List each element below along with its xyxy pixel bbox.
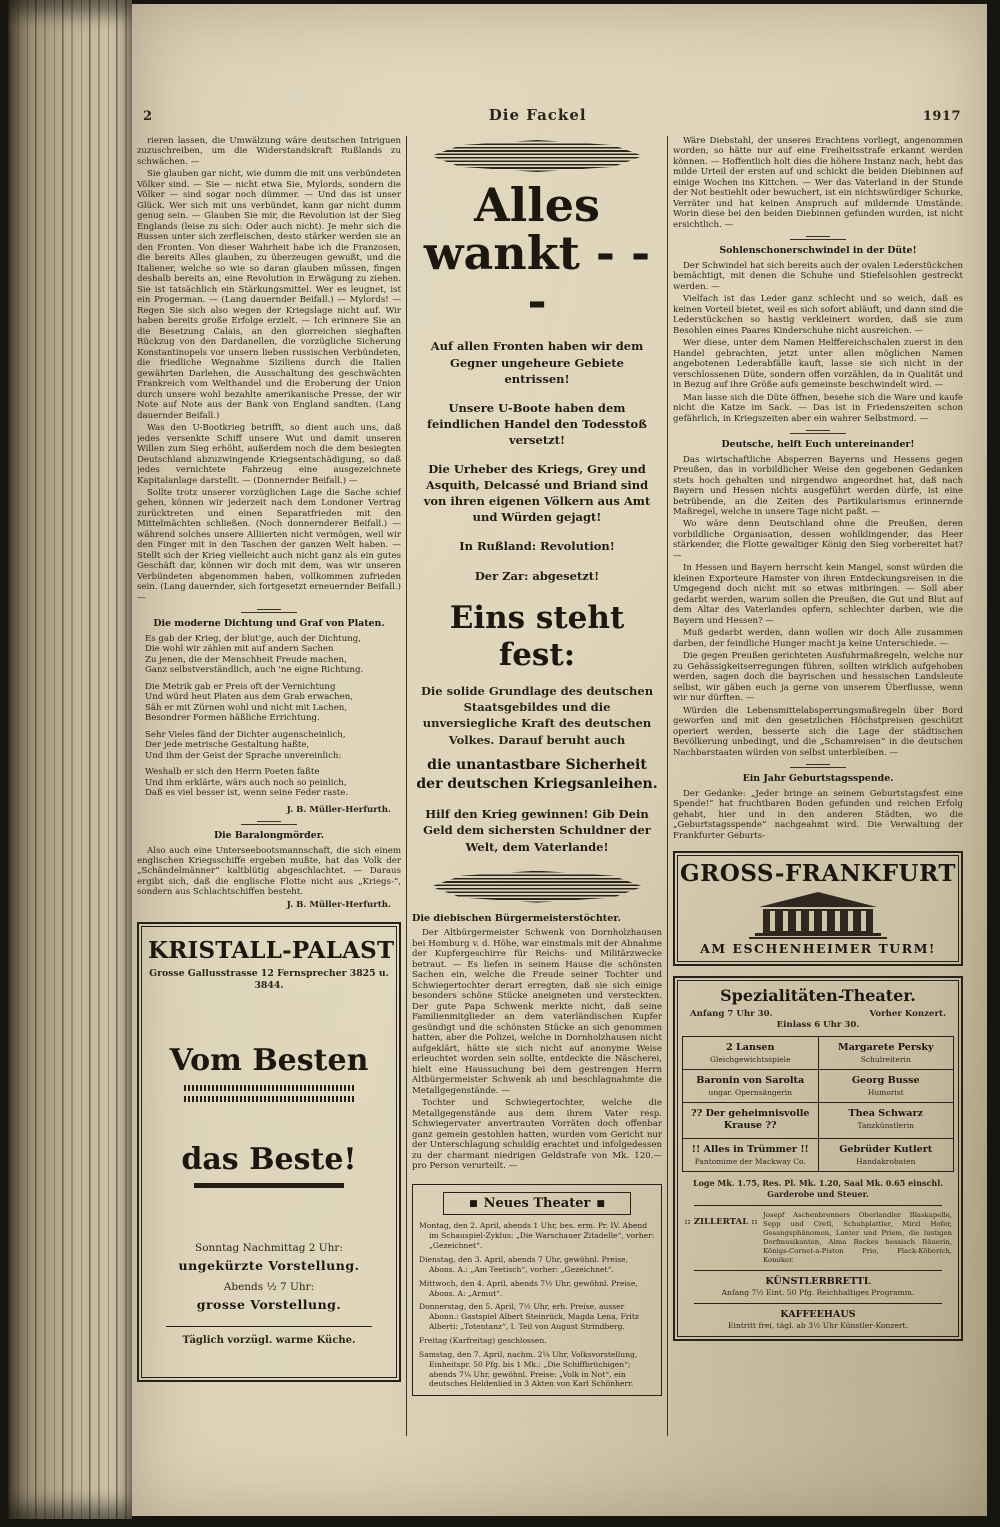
poem-line: Daß es viel besser ist, wenn seine Feder raste. xyxy=(145,788,349,799)
year-label: 1917 xyxy=(922,109,961,124)
schedule-entry: Donnerstag, den 5. April, 7½ Uhr, erh. Preise, ausser Abonn.: Gastspiel Albert Steinrück, Magda Lena, Fritz Alberti: „Totentanz“, I. Teil von August Strindberg. xyxy=(419,1302,639,1332)
rule-divider xyxy=(166,1326,372,1327)
performer-name: Baronin von Sarolta xyxy=(696,1074,805,1086)
poem-line: Der jede metrische Gestaltung haßte, xyxy=(145,740,310,751)
performer-role: Tanzkünstlerin xyxy=(857,1121,914,1131)
poem-stanza xyxy=(145,767,401,798)
showtime-row xyxy=(682,1006,954,1019)
venue-name: KRISTALL-PALAST xyxy=(148,937,395,965)
zillertal-block xyxy=(682,1211,954,1265)
performer-cell xyxy=(683,1070,819,1103)
article-title: Die diebischen Bürgermeisterstöchter. xyxy=(412,912,621,924)
schedule-entry: Samstag, den 7. April, nachm. 2¼ Uhr, Volksvorstellung, Einheitspr. 50 Pfg. bis 1 Mk.: „Die Schiffbrüchigen“; abends 7¼ Uhr, gewöhnl. Preise: „Volk in Not“, ein deutsches Heldenlied in 3 Akten von Karl Schönherr. xyxy=(419,1349,638,1389)
paragraph: Vielfach ist das Leder ganz schlecht und so weich, daß es keinen Vorteil bietet, weil es sich sofort abläuft, und dann sind die Lederstückchen so hastig verkleinert worden, daß sie zum Besohlen eines Paares Kinderschuhe nicht ausreichen. — xyxy=(673,294,963,336)
zillertal-title: :: ZILLERTAL :: xyxy=(684,1216,758,1227)
ad-body-text-emphasis: die unantastbare Sicherheit der deutschen Kriegsanleihen. xyxy=(416,756,658,792)
performer-role: ungar. Opernsängerin xyxy=(708,1087,792,1097)
venue-name: GROSS-FRANKFURT xyxy=(680,860,956,888)
ad-slogan-block xyxy=(148,1043,390,1188)
showtime-label: Sonntag Nachmittag 2 Uhr: xyxy=(195,1242,343,1255)
concert-note: Vorher Konzert. xyxy=(869,1008,946,1019)
section-divider xyxy=(788,430,848,434)
journal-title: Die Fackel xyxy=(488,106,587,124)
poem-line: Es gab der Krieg, der blut'ge, auch der Dichtung, xyxy=(145,633,362,644)
ad-headline-line2: wankt - - - xyxy=(423,225,651,328)
ad-slogan: In Rußland: Revolution! xyxy=(459,539,615,554)
kristall-palast-ad-inner xyxy=(141,926,397,1378)
kuenstlerbrettl-title: KÜNSTLERBRETTL xyxy=(765,1275,871,1287)
performer-role: Pantomime der Mackway Co. xyxy=(694,1157,806,1166)
kristall-palast-ad xyxy=(137,922,401,1382)
performer-name: Thea Schwarz xyxy=(848,1108,923,1120)
paragraph: Sie glauben gar nicht, wie dumm die mit uns verbündeten Völker sind. — Sie — nicht etwa Sie, Mylords, sondern die Völker — sind sogar noch dümmer. — Und das ist unser Glück. Wer sich mit uns verbündet, kann gar nicht dumm genug sein. — Glauben Sie mir, die Revolution ist der Sieg Englands (leise zu sich: Oder auch nicht). Je mehr sich die Russen unter sich zerfleischen, desto stärker werden sie an den Fronten. Von dieser Wahrheit habe ich die Franzosen, die bereits Alles glauben, zu überzeugen gewußt, und die Italiener, welche so wie so daran glauben müssen, fingen deshalb bereits an, eine Revolution in Erwägung zu ziehen. Sie ist tatsächlich ein Stärkungsmittel. Wer es leugnet, ist ein Progerman. — (Lang dauernder Beifall.) — Mylords! — Regen Sie sich also wegen der Kriegslage nicht auf. Wir haben bereits große Erfolge erzielt. — Ich erinnere Sie an die Besetzung Calais, an den glorreichen sieghaften Rückzug von den Dardanellen, die vorzügliche Sicherung Konstantinopels vor unsern lieben russischen Verbündeten, die friedliche Wegnahme Siziliens durch die Italien gewährten Darlehen, die Ausschaltung des geschwächten Frankreich vom Welthandel und die Eroberung der Union durch unsere wohl bezahlte amerikanische Presse, der wir Note auf Note aus der Bank von England sandten. (Lang dauernder Beifall.) xyxy=(137,169,401,421)
book-page-edges xyxy=(8,0,132,1519)
paragraph: rieren lassen, die Umwälzung wäre deutschen Intriguen zuzuschreiben, um die Widerstandskraft Rußlands zu schwächen. — xyxy=(137,136,401,167)
ad-slogan: Der Zar: abgesetzt! xyxy=(474,568,600,583)
section-divider xyxy=(239,821,299,825)
ad-slogan: Unsere U-Boote haben dem feindlichen Handel den Todesstoß versetzt! xyxy=(427,400,647,447)
theater-name: Spezialitäten-Theater. xyxy=(720,986,916,1006)
showtime-name: grosse Vorstellung. xyxy=(196,1297,342,1313)
poem-line: Und ihm der Geist der Sprache unvereinlich: xyxy=(145,750,342,761)
theater-name: Neues Theater xyxy=(483,1195,591,1211)
poem-stanza xyxy=(145,634,401,676)
section-title: Die moderne Dichtung und Graf von Platen. xyxy=(153,618,385,630)
square-icon: ■ xyxy=(596,1198,605,1209)
performer-role: Schulreiterin xyxy=(860,1054,911,1064)
performer-cell xyxy=(683,1103,819,1139)
paragraph: Also auch eine Unterseebootsmannschaft, die sich einem englischen Kriegsschiffe ergeben mußte, hat das Volk der „Schändelmänner“ kaltblütig abgeschlachtet. — Daraus ergibt sich, daß die englische Flotte nicht aus „Kriegs-“, sondern aus Schlachtschiffen besteht. xyxy=(137,845,401,898)
stripe-ornament xyxy=(184,1096,354,1102)
poem-stanza xyxy=(145,682,401,724)
paragraph: Würden die Lebensmittelabsperrungsmaßregeln über Bord geworfen und mit den gesetzlichen Höchstpreisen geschützt operiert werden, besserte sich die Lage der städtischen Bevölkerung unbedingt, und die „Schamreisen“ in die deutschen Nachbarstaaten würden von selbst unterbleiben. — xyxy=(673,705,963,758)
stripe-ornament xyxy=(184,1085,354,1091)
performer-name: Georg Busse xyxy=(851,1074,920,1086)
ad-slogan-bottom: das Beste! xyxy=(181,1141,357,1177)
kaffeehaus-text: Eintritt frei, tägl. ab 3½ Uhr Künstler-Konzert. xyxy=(728,1321,908,1331)
performer-name: Margarete Persky xyxy=(837,1041,934,1053)
ad-subheadline: Eins steht fest: xyxy=(449,599,625,674)
showtimes xyxy=(148,1234,390,1312)
section-divider xyxy=(788,236,848,240)
lens-ornament xyxy=(431,140,643,172)
performer-name: !! Alles in Trümmer !! xyxy=(691,1144,809,1156)
poem-line: Und ihm erklärte, wärs auch noch so peinlich, xyxy=(145,777,347,788)
performer-cell xyxy=(819,1070,955,1103)
ad-slogan: Auf allen Fronten haben wir dem Gegner ungeheure Gebiete entrissen! xyxy=(430,339,644,386)
ad-headline-line1: Alles xyxy=(474,178,600,232)
schedule-entry: Dienstag, den 3. April, abends 7 Uhr, gewöhnl. Preise, Abons. A.: „Am Teetisch“, vorher: „Gezeichnet“. xyxy=(419,1254,629,1274)
paragraph: In Hessen und Bayern herrscht kein Mangel, sonst würden die kleinen Exporteure Hamster von ihren Entdeckungsreisen in die Umgegend doch nicht mit so etwas mitbringen. — Soll aber gedarbt werden, warum sollen die Preußen, die Gut und Blut auf dem Altar des Vaterlandes opfern, schlechter darben, wie die Bayern und Hessen? — xyxy=(673,563,963,626)
performer-cell xyxy=(683,1139,819,1172)
schedule-entry: Mittwoch, den 4. April, abends 7½ Uhr, gewöhnl. Preise, Abons. A: „Armut“. xyxy=(419,1278,638,1298)
poem-line: Und würd heut Platen aus dem Grab erwachen, xyxy=(145,692,354,703)
performer-grid xyxy=(682,1036,954,1172)
schedule-entry: Freitag (Karfreitag) geschlossen. xyxy=(419,1335,547,1345)
ad-appeal: Hilf den Krieg gewinnen! Gib Dein Geld dem sichersten Schuldner der Welt, dem Vaterlande! xyxy=(423,807,651,854)
spezialitaeten-theater-ad-inner xyxy=(677,980,959,1337)
rule-divider xyxy=(694,1303,942,1304)
start-time: Anfang 7 Uhr 30. xyxy=(690,1008,773,1019)
page-number: 2 xyxy=(143,109,153,124)
schedule-entry: Montag, den 2. April, abends 1 Uhr, bes. erm. Pr. IV. Abend im Schauspiel-Zyklus: „Die Warschauer Zitadelle“, vorher: „Gezeichnet“. xyxy=(419,1221,655,1251)
venue-location: AM ESCHENHEIMER TURM! xyxy=(700,941,936,957)
performer-name: Gebrüder Kutlert xyxy=(839,1144,933,1156)
column-rule xyxy=(667,136,668,1436)
performer-cell xyxy=(819,1103,955,1139)
showtime-label: Abends ½ 7 Uhr: xyxy=(223,1281,315,1294)
kuenstlerbrettl-text: Anfang 7½ Eint. 50 Pfg. Reichhaltiges Programm. xyxy=(721,1288,915,1298)
venue-address: Grosse Gallusstrasse 12 Fernsprecher 3825 u. 3844. xyxy=(149,968,389,991)
column-layout xyxy=(137,136,967,1436)
section-title: Sohlenschonerschwindel in der Düte! xyxy=(719,245,917,257)
paragraph: Muß gedarbt werden, dann wollen wir doch Alle zusammen darben, der feindliche Hunger macht ja keine Unterschiede. — xyxy=(673,628,963,649)
paragraph: Wo wäre denn Deutschland ohne die Preußen, deren vorbildliche Organisation, dessen wohlklingender, das Heer stärkender, die Flotte gewaltiger König den Sieg vorbereitet hat? — xyxy=(673,519,963,561)
gross-frankfurt-ad xyxy=(673,851,963,966)
right-column xyxy=(673,136,963,1436)
performer-cell xyxy=(819,1037,955,1070)
poem-line: Weshalb er sich den Herrn Poeten faßte xyxy=(145,767,320,778)
poem-line: Zu jenen, die der Menschheit Freude machen, xyxy=(145,654,347,665)
poem-line: Ganz selbstverständlich, auch 'ne eigne Richtung. xyxy=(145,665,364,676)
theater-ad-header xyxy=(443,1192,631,1216)
performer-role: Humorist xyxy=(867,1087,904,1097)
rule-divider xyxy=(694,1205,942,1206)
lens-ornament xyxy=(431,871,643,903)
performer-name: 2 Lansen xyxy=(726,1041,775,1053)
neues-theater-ad xyxy=(412,1184,662,1397)
gross-frankfurt-ad-inner xyxy=(677,855,959,962)
performer-role: Gleichgewichtsspiele xyxy=(709,1054,791,1064)
paragraph: Tochter und Schwiegertochter, welche die Metallgegenstände aus dem ihrem Vater resp. Schwiegervater anvertrauten Vorräten doch offenbar ganz gemein gestohlen hatten, wurden vom Gericht nur der Unterschlagung schuldig erachtet und infolgedessen zu der charmant niedrigen Geldstrafe von Mk. 120.— pro Person verurteilt. — xyxy=(412,1098,662,1172)
paragraph: Sollte trotz unserer vorzüglichen Lage die Sache schief gehen, können wir jederzeit nach dem Londoner Vertrag zurücktreten und einen Separatfrieden mit den Mittelmächten schließen. (Noch donnernderer Beifall.) — während solches unsere Alliierten nicht vermögen, weil wir den Finger mit in den Taschen der ganzen Welt haben. — Stellt sich der Krieg vielleicht auch nicht ganz als ein gutes Geschäft dar, können wir doch mit dem, was wir unseren Verbündeten abgenommen haben, vollkommen zufrieden sein. (Lang dauernder, sich fortgesetzt erneuernder Beifall.) — xyxy=(137,487,401,603)
section-title: Die Baralongmörder. xyxy=(213,830,325,842)
column-rule xyxy=(406,136,407,1436)
page-header xyxy=(137,106,967,124)
performer-cell xyxy=(819,1139,955,1172)
poem-line: Die Metrik gab er Preis oft der Vernichtung xyxy=(145,681,336,692)
performer-role: Handakrobaten xyxy=(856,1157,916,1166)
paragraph: Der Gedanke: „Jeder bringe an seinem Geburtstagsfest eine Spende!“ hat fruchtbaren Boden gefunden und reichen Erfolg gehabt, hier und in den anderen Städten, wo die „Geburtstagsspende“ nachgeahmt wird. Die Verwaltung der Frankfurter Geburts- xyxy=(673,788,963,841)
section-divider xyxy=(788,764,848,768)
zillertal-description: Josepf Aschenbrenners Oberlandler Blaskapelle, Sepp und Cretl, Schuhplattler, Mirzl Hofer, Gesangsphänomen, Lanter und Priem, die lustigen Dorfmusikanten, Alma Backes hessisch Bäuerin, Königs-Cornet-a-Piston Prio, Flack-Köberich, Komiker. xyxy=(763,1210,952,1264)
performer-cell xyxy=(683,1037,819,1070)
paragraph: Man lasse sich die Düte öffnen, besehe sich die Ware und kaufe nicht die Katze im Sack. — Das ist in Friedenszeiten schon gefährlich, in Kriegszeiten aber ein wahrer Selbstmord. — xyxy=(673,392,963,424)
page-content xyxy=(137,106,967,1436)
author-signature: J. B. Müller-Herfurth. xyxy=(286,804,391,815)
ad-body-text: Die solide Grundlage des deutschen Staatsgebildes und die unversiegliche Kraft des deutschen Volkes. Darauf beruht auch xyxy=(420,684,654,747)
paragraph: Wer diese, unter dem Namen Helffereichschalen zuerst in den Handel gebrachten, jetzt unter allen möglichen Namen angebotenen Lederabfälle kauft, lasse sie sich nicht in der verschlossenen Düte, sondern offen vorzählen, da in Qualität und in Bezug auf ihre Größe aufs gemeinste beschwindelt wird. — xyxy=(673,338,963,391)
author-signature: J. B. Müller-Herfurth. xyxy=(286,899,391,910)
ad-slogan-top: Vom Besten xyxy=(169,1043,369,1079)
paragraph: Das wirtschaftliche Absperren Bayerns und Hessens gegen Preußen, das in vorbildlicher Weise den gegebenen Gedanken stets hoch gehalten und nirgendwo angeordnet hat, daß nach Bayern und Hessen nichts ausgeführt werden dürfe, ist eine betrübende, an die Zeiten des Partikularismus erinnernde Maßregel, welche in unsere Tage nicht paßt. — xyxy=(673,454,963,517)
magazine-page xyxy=(132,4,987,1516)
left-column xyxy=(137,136,401,1436)
theater-building-illustration xyxy=(743,890,893,940)
kaffeehaus-title: KAFFEEHAUS xyxy=(780,1308,856,1320)
square-icon: ■ xyxy=(469,1198,478,1209)
center-column xyxy=(412,136,662,1436)
admission-time: Einlass 6 Uhr 30. xyxy=(776,1020,860,1031)
poem-line: Die wohl wir zählen mit auf andern Sachen xyxy=(145,644,334,655)
poem-stanza xyxy=(145,730,401,761)
paragraph: Der Schwindel hat sich bereits auch der ovalen Lederstückchen bemächtigt, mit denen die Schuhe und Stiefelsohlen gestreckt werden. — xyxy=(673,260,963,292)
showtime-name: ungekürzte Vorstellung. xyxy=(178,1258,360,1274)
poem-line: Sehr Vieles fänd der Dichter augenscheinlich, xyxy=(145,729,346,740)
section-divider xyxy=(239,609,299,613)
section-title: Ein Jahr Geburtstagsspende. xyxy=(742,773,894,785)
ad-footer: Täglich vorzügl. warme Küche. xyxy=(182,1335,356,1347)
poem-line: Säh er mit Zürnen wohl und nicht mit Lachen, xyxy=(145,702,348,713)
section-title: Deutsche, helft Euch untereinander! xyxy=(721,439,915,451)
ad-slogan: Die Urheber des Kriegs, Grey und Asquith, Delcassé und Briand sind von ihren eigenen Völkern aus Amt und Würden gejagt! xyxy=(423,462,651,525)
spezialitaeten-theater-ad xyxy=(673,976,963,1341)
performer-name: ?? Der geheimnisvolle Krause ?? xyxy=(691,1108,810,1132)
poem-line: Besondrer Formen häßliche Errichtung. xyxy=(145,713,320,724)
rule-divider xyxy=(694,1270,942,1271)
paragraph: Die gegen Preußen gerichteten Ausfuhrmaßregeln, welche nur zu Gehässigkeitserregungen führen, sollten wirklich aufgehoben werden, sagen doch die bayrischen und hessischen Landsleute selbst, wir gäben euch ja gerne von unserem Überflusse, wenn wir nur dürften. — xyxy=(673,651,963,704)
paragraph: Der Altbürgermeister Schwenk von Dornholzhausen bei Homburg v. d. Höhe, war einstmals mit der Abnahme der Kupfergeschirre für Reichs- und Militärzwecke betraut. — Es liefen in seinem Hause die schönsten Sachen ein, welche die Freude seiner Tochter und Schwiegertochter derart erregten, daß sie sich einige besonders schöne Stücke aneigneten und versteckten. Der gute Papa Schwenk merkte nicht, daß seine Familienmitglieder an dem vaterländischen Kupfer gesündigt und die schönsten Stücke an sich genommen hatten, aber die Polizei, welche in Dornholzhausen nicht aufgeklärt, hätte sie sich nicht auf anonyme Weise erleuchtet worden sein sollte, entdeckte die Näscherei, hielt eine Haussuchung bei dem gestrengen Herrn Altbürgermeister Schwenk ab und beschlagnahmte die Metallgegenstände. — xyxy=(412,928,662,1096)
paragraph: Wäre Diebstahl, der unseres Erachtens vorliegt, angenommen worden, so hätte nur auf eine Freiheitsstrafe erkannt werden können. — Hoffentlich holt dies die höhere Instanz nach, hebt das milde Urteil der ersten auf und schickt die beiden Diebinnen auf einige Wochen ins Kittchen. — Wer das Vaterland in der Stunde der Not bestiehlt oder bewuchert, ist ein nichtswürdiger Schurke, Verräter und hat keinen Anspruch auf mildernde Umstände. Worin diese bei den beiden Diebinnen gefunden wurden, ist nicht ersichtlich. — xyxy=(673,136,963,230)
bar-ornament xyxy=(194,1183,344,1188)
paragraph: Was den U-Bootkrieg betrifft, so dient auch uns, daß jedes versenkte Schiff unsere Wut und damit unseren Willen zum Sieg erhöht, außerdem noch die dem besiegten Deutschland abzuzwingende Kriegsentschädigung, so daß jedes vernichtete Fahrzeug eine ausgezeichnete Kapitalanlage darstellt. — (Donnernder Beifall.) — xyxy=(137,423,401,486)
price-list: Loge Mk. 1.75, Res. Pl. Mk. 1.20, Saal Mk. 0.65 einschl. Garderobe und Steuer. xyxy=(692,1178,944,1199)
